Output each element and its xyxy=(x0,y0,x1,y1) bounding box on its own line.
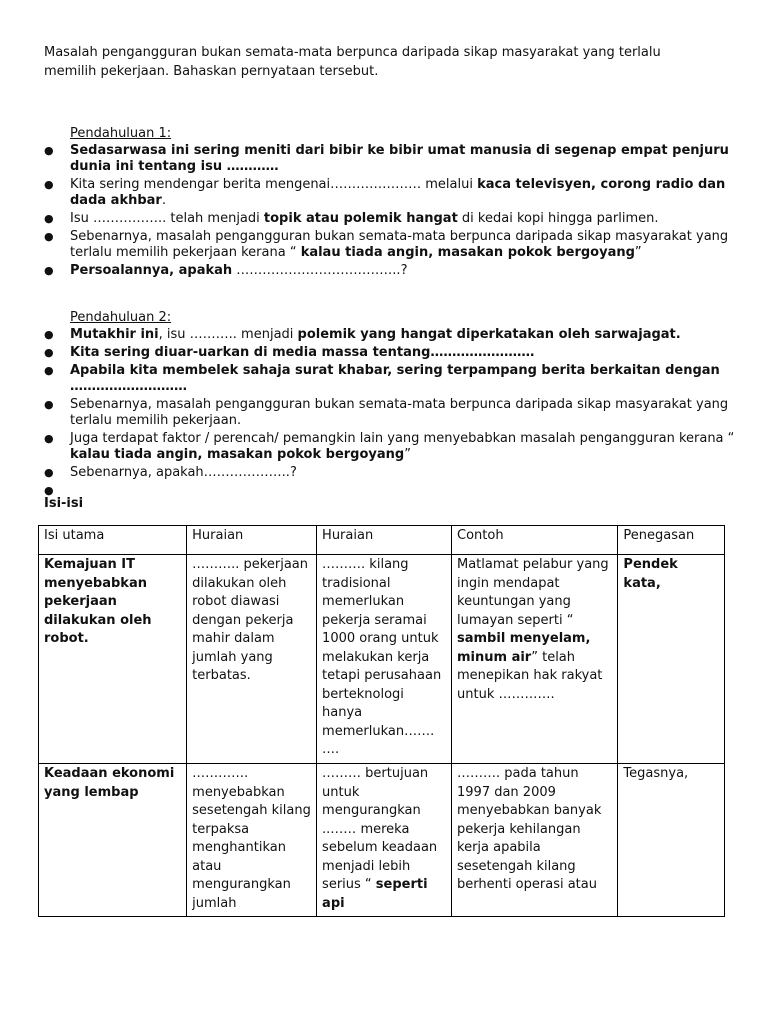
isi-table xyxy=(38,525,725,917)
intro-2-section xyxy=(44,310,744,501)
list-item: ● Sebenarnya, masalah pengangguran bukan semata-mata berpunca daripada sikap masyarakat yang terlalu memilih pekerjaan kerana “ kalau tiada angin, masakan pokok bergoyang” xyxy=(44,229,744,261)
table-cell: ……… bertujuan untuk mengurangkan ..…… mereka sebelum keadaan menjadi lebih serius “ seperti api xyxy=(317,764,452,917)
header-cell: Isi utama xyxy=(39,526,187,555)
table-cell: …………. menyebabkan sesetengah kilang terpaksa menghantikan atau mengurangkan jumlah xyxy=(187,764,317,917)
table-cell: ………. kilang tradisional memerlukan pekerja seramai 1000 orang untuk melakukan kerja tetapi perusahaan berteknologi hanya memerlukan…….…. xyxy=(317,555,452,764)
list-item: ● Sebenarnya, masalah pengangguran bukan semata-mata berpunca daripada sikap masyarakat yang terlalu memilih pekerjaan. xyxy=(44,397,744,429)
list-item: ● Sebenarnya, apakah………………..? xyxy=(44,465,744,481)
header-cell: Contoh xyxy=(452,526,618,555)
list-item: ● Apabila kita membelek sahaja surat khabar, sering terpampang berita berkaitan dengan ……………………… xyxy=(44,363,744,395)
intro-1-list xyxy=(44,143,744,279)
table-cell: Kemajuan IT menyebabkan pekerjaan dilakukan oleh robot. xyxy=(39,555,187,764)
list-item: ● Kita sering mendengar berita mengenai………………… melalui kaca televisyen, corong radio dan dada akhbar. xyxy=(44,177,744,209)
header-cell: Penegasan xyxy=(618,526,725,555)
list-item: ● Isu …………….. telah menjadi topik atau polemik hangat di kedai kopi hingga parlimen. xyxy=(44,211,744,227)
header-cell: Huraian xyxy=(317,526,452,555)
intro-1-heading: Pendahuluan 1: xyxy=(70,126,172,141)
isi-title: Isi-isi xyxy=(44,496,84,511)
question-line-1: Masalah pengangguran bukan semata-mata berpunca daripada sikap masyarakat yang terlalu xyxy=(44,45,661,60)
list-item: ● Mutakhir ini, isu ……….. menjadi polemik yang hangat diperkatakan oleh sarwajagat. xyxy=(44,327,744,343)
table-cell: Pendek kata, xyxy=(618,555,725,764)
question-line-2: memilih pekerjaan. Bahaskan pernyataan tersebut. xyxy=(44,64,379,79)
intro-1-section xyxy=(44,126,744,281)
header-cell: Huraian xyxy=(187,526,317,555)
table-cell: Matlamat pelabur yang ingin mendapat keuntungan yang lumayan seperti “ sambil menyelam, minum air” telah menepikan hak rakyat untuk …………. xyxy=(452,555,618,764)
table-row xyxy=(39,555,725,764)
table-header-row xyxy=(39,526,725,555)
list-item-empty xyxy=(44,483,744,499)
table-cell: ……….. pekerjaan dilakukan oleh robot diawasi dengan pekerja mahir dalam jumlah yang terbatas. xyxy=(187,555,317,764)
table-cell: Tegasnya, xyxy=(618,764,725,917)
table-row xyxy=(39,764,725,917)
list-item: ● Sedasarwasa ini sering meniti dari bibir ke bibir umat manusia di segenap empat penjuru dunia ini tentang isu ………… xyxy=(44,143,744,175)
list-item: ● Juga terdapat faktor / perencah/ pemangkin lain yang menyebabkan masalah pengangguran kerana “ kalau tiada angin, masakan pokok bergoyang” xyxy=(44,431,744,463)
list-item: ● Persoalannya, apakah ………………………………..? xyxy=(44,263,744,279)
intro-2-heading: Pendahuluan 2: xyxy=(70,310,172,325)
essay-question xyxy=(44,43,734,81)
intro-2-list xyxy=(44,327,744,499)
table-cell: Keadaan ekonomi yang lembap xyxy=(39,764,187,917)
list-item: ● Kita sering diuar-uarkan di media massa tentang…………………… xyxy=(44,345,744,361)
table-cell: ………. pada tahun 1997 dan 2009 menyebabkan banyak pekerja kehilangan kerja apabila sesetengah kilang berhenti operasi atau xyxy=(452,764,618,917)
